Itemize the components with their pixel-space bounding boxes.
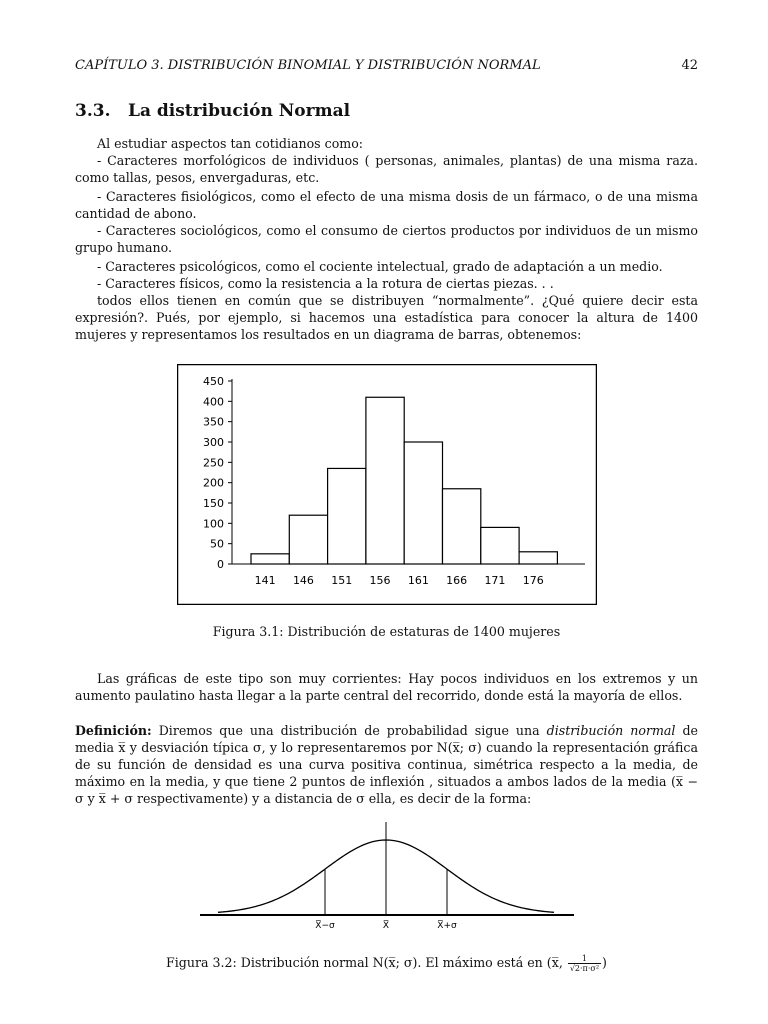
y-tick-label: 350 (203, 415, 224, 429)
label-mean-plus-sigma: X̅+σ (437, 921, 457, 931)
x-tick-label: 146 (292, 574, 314, 587)
definition-text-1: Diremos que una distribución de probabilidad sigue una (151, 723, 547, 738)
bar-171 (481, 527, 519, 564)
intro-item-sociologicos: - Caracteres sociológicos, como el consumo de ciertos productos por individuos de un mismo grupo humano. (75, 223, 698, 255)
y-tick-label: 0 (217, 558, 224, 571)
y-tick-label: 200 (203, 476, 224, 490)
chapter-title: CAPÍTULO 3. DISTRIBUCIÓN BINOMIAL Y DISTRIBUCIÓN NORMAL (75, 58, 541, 73)
section-heading (75, 101, 350, 121)
fraction-numerator: 1 (568, 954, 601, 964)
figure-2-caption-text: Figura 3.2: Distribución normal N(x̅; σ). El máximo está en (x̅, (166, 955, 567, 970)
x-tick-label: 141 (254, 574, 276, 587)
bar-176 (519, 552, 557, 564)
height-bar-chart (177, 364, 597, 605)
definition-text-2: de media x̅ y desviación típica σ, y lo representaremos por N(x̅; σ) cuando la representación gráfica de su función de densidad es una curva positiva continua, simétrica respecto a la media, de máximo en la media, y que tiene 2 puntos de inflexión , situados a ambos lados de la media (x̅ − σ y x̅ + σ respectivamente) y a distancia de σ ella, es decir de la forma: (75, 723, 698, 806)
y-tick-label: 450 (203, 375, 224, 388)
bar-151 (328, 468, 366, 564)
x-tick-label: 176 (522, 574, 544, 587)
bar-156 (366, 397, 404, 564)
y-tick-label: 50 (210, 537, 224, 551)
fraction-denominator: √2·π·σ² (569, 964, 600, 973)
intro-item-morfologicos: - Caracteres morfológicos de individuos ( personas, animales, plantas) de una misma raza. como tallas, pesos, envergaduras, etc. (75, 153, 698, 185)
section-title: La distribución Normal (128, 101, 351, 121)
definition-term: distribución normal (546, 723, 676, 738)
normal-curve-figure (198, 820, 578, 935)
y-tick-label: 250 (203, 456, 224, 470)
figure-2-caption-close: ) (602, 955, 607, 970)
intro-paragraph-normal: todos ellos tienen en común que se distribuyen “normalmente”. ¿Qué quiere decir esta expresión?. Pués, por ejemplo, si hacemos una estadística para conocer la altura de 1400 mujeres y representamos los resultados en un diagrama de barras, obtenemos: (75, 293, 698, 342)
label-mean: X̅ (382, 921, 390, 931)
y-tick-label: 400 (203, 395, 224, 409)
bar-166 (443, 489, 481, 564)
bar-161 (404, 442, 442, 564)
intro-item-fisicos: - Caracteres físicos, como la resistencia a la rotura de ciertas piezas. . . (97, 276, 554, 291)
definition-paragraph (75, 722, 698, 807)
label-mean-minus-sigma: X̅−σ (315, 921, 335, 931)
page-number: 42 (681, 58, 698, 73)
x-tick-label: 166 (446, 574, 468, 587)
running-header (75, 58, 698, 78)
intro-line-1: Al estudiar aspectos tan cotidianos como: (97, 136, 364, 151)
x-tick-label: 171 (484, 574, 506, 587)
y-tick-label: 100 (203, 517, 224, 531)
paragraph-common-graphs: Las gráficas de este tipo son muy corrientes: Hay pocos individuos en los extremos y un aumento paulatino hasta llegar a la parte central del recorrido, donde está la mayoría de ellos. (75, 671, 698, 703)
x-tick-label: 156 (369, 574, 391, 587)
figure-1-caption: Figura 3.1: Distribución de estaturas de 1400 mujeres (212, 624, 561, 639)
bar-146 (289, 515, 327, 564)
y-tick-label: 150 (203, 497, 224, 510)
bar-141 (251, 554, 289, 564)
y-tick-label: 300 (203, 436, 224, 449)
intro-item-psicologicos: - Caracteres psicológicos, como el cociente intelectual, grado de adaptación a un medio. (97, 259, 663, 274)
section-number: 3.3. (75, 101, 111, 121)
x-tick-label: 151 (331, 574, 353, 587)
x-tick-label: 161 (407, 574, 429, 587)
figure-2-caption (75, 954, 698, 973)
definition-label: Definición: (75, 723, 152, 738)
max-fraction (568, 954, 601, 973)
intro-item-fisiologicos: - Caracteres fisiológicos, como el efecto de una misma dosis de un fármaco, o de una misma cantidad de abono. (75, 189, 698, 221)
